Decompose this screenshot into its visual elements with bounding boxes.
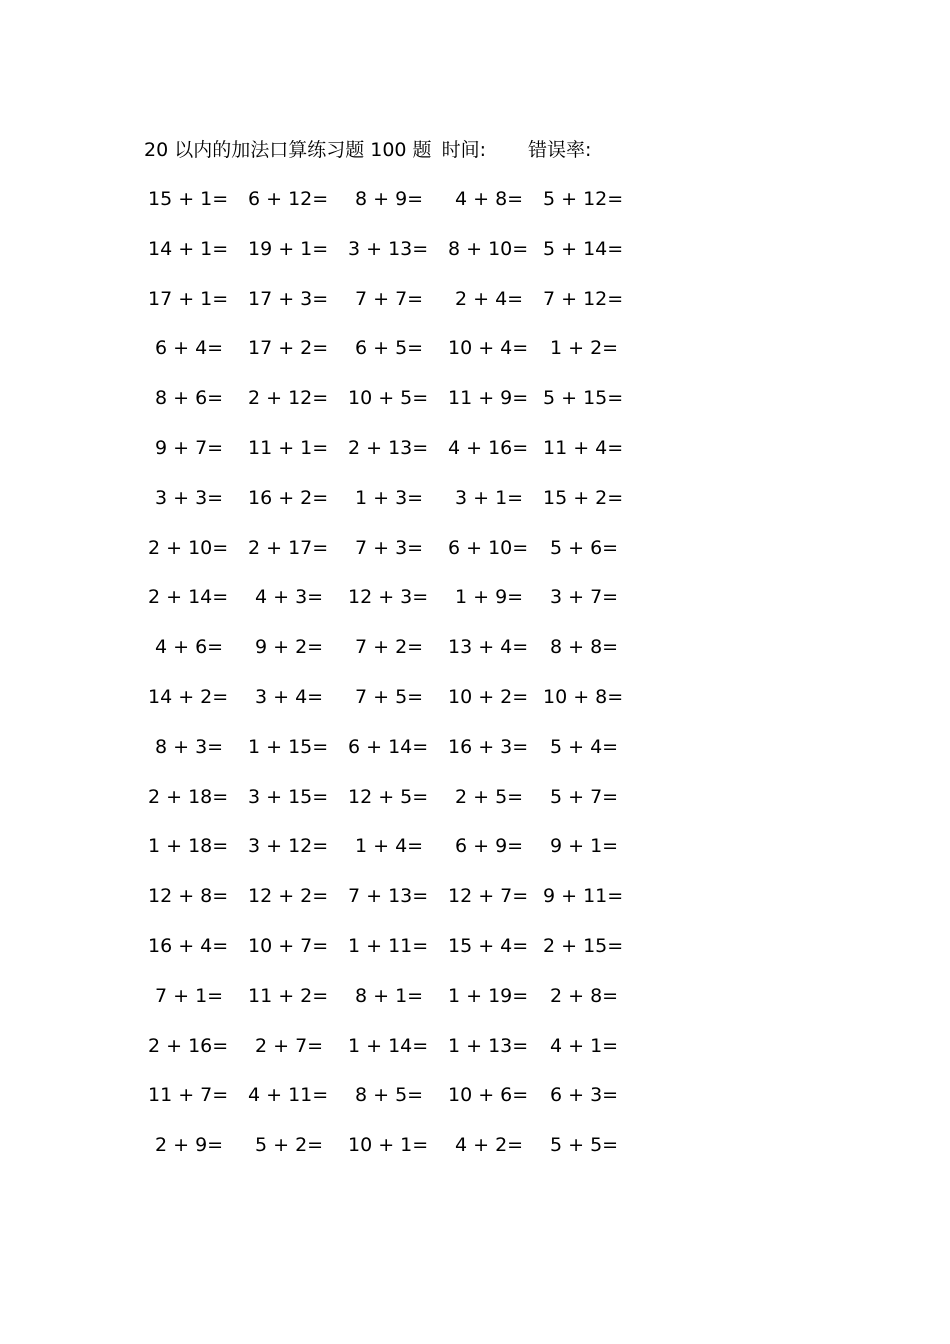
problem-item: 11 + 7= — [148, 1084, 229, 1107]
problem-item: 10 + 8= — [543, 685, 624, 708]
problem-item: 2 + 13= — [348, 436, 429, 459]
problem-item: 3 + 3= — [155, 486, 224, 509]
problem-item: 13 + 4= — [448, 636, 529, 659]
problem-item: 7 + 2= — [355, 636, 424, 659]
problem-item: 6 + 9= — [455, 835, 524, 858]
problem-item: 2 + 10= — [148, 536, 229, 559]
problem-item: 2 + 16= — [148, 1034, 229, 1057]
problem-item: 1 + 3= — [355, 486, 424, 509]
problem-item: 5 + 5= — [550, 1134, 619, 1157]
problem-row — [148, 932, 668, 982]
problem-item: 4 + 3= — [255, 586, 324, 609]
problem-item: 5 + 2= — [255, 1134, 324, 1157]
problem-item: 6 + 3= — [550, 1084, 619, 1107]
problem-item: 1 + 14= — [348, 1034, 429, 1057]
problem-item: 7 + 13= — [348, 885, 429, 908]
problem-item: 8 + 3= — [155, 735, 224, 758]
problem-item: 2 + 14= — [148, 586, 229, 609]
problem-item: 9 + 2= — [255, 636, 324, 659]
problem-item: 2 + 18= — [148, 785, 229, 808]
problem-item: 8 + 10= — [448, 237, 529, 260]
problem-item: 2 + 5= — [455, 785, 524, 808]
problem-item: 5 + 14= — [543, 237, 624, 260]
problem-item: 2 + 15= — [543, 934, 624, 957]
problem-item: 12 + 2= — [248, 885, 329, 908]
problem-item: 11 + 1= — [248, 436, 329, 459]
problem-item: 8 + 9= — [355, 188, 424, 210]
problem-item: 12 + 3= — [348, 586, 429, 609]
problem-item: 7 + 1= — [155, 984, 224, 1007]
problem-row — [148, 783, 668, 833]
problem-item: 10 + 7= — [248, 934, 329, 957]
problem-item: 11 + 9= — [448, 387, 529, 410]
problem-item: 17 + 3= — [248, 287, 329, 310]
problem-row — [148, 683, 668, 733]
problem-item: 15 + 1= — [148, 188, 229, 210]
problem-item: 7 + 5= — [355, 685, 424, 708]
problem-item: 12 + 8= — [148, 885, 229, 908]
problem-item: 2 + 9= — [155, 1134, 224, 1157]
problem-item: 3 + 1= — [455, 486, 524, 509]
problem-item: 12 + 7= — [448, 885, 529, 908]
problem-item: 1 + 15= — [248, 735, 329, 758]
problem-item: 14 + 2= — [148, 685, 229, 708]
worksheet-header — [144, 136, 591, 164]
problem-row — [148, 484, 668, 534]
problem-item: 3 + 4= — [255, 685, 324, 708]
problem-item: 5 + 7= — [550, 785, 619, 808]
problem-row — [148, 534, 668, 584]
problem-item: 1 + 13= — [448, 1034, 529, 1057]
problem-item: 6 + 14= — [348, 735, 429, 758]
problem-row — [148, 434, 668, 484]
problem-row — [148, 235, 668, 285]
problem-item: 16 + 4= — [148, 934, 229, 957]
problem-item: 10 + 6= — [448, 1084, 529, 1107]
problem-item: 1 + 11= — [348, 934, 429, 957]
time-label: 时间: — [441, 139, 486, 161]
problem-item: 1 + 19= — [448, 984, 529, 1007]
problem-item: 5 + 15= — [543, 387, 624, 410]
problem-item: 10 + 2= — [448, 685, 529, 708]
problem-row — [148, 583, 668, 633]
problem-item: 8 + 8= — [550, 636, 619, 659]
problem-item: 6 + 12= — [248, 188, 329, 210]
problem-row — [148, 384, 668, 434]
problem-item: 6 + 10= — [448, 536, 529, 559]
error-rate-label: 错误率: — [527, 139, 592, 161]
problem-item: 1 + 9= — [455, 586, 524, 609]
problem-item: 2 + 4= — [455, 287, 524, 310]
problem-item: 10 + 5= — [348, 387, 429, 410]
problem-item: 1 + 4= — [355, 835, 424, 858]
problem-item: 4 + 16= — [448, 436, 529, 459]
problem-item: 15 + 4= — [448, 934, 529, 957]
problem-row — [148, 733, 668, 783]
problem-item: 6 + 4= — [155, 337, 224, 360]
problem-item: 19 + 1= — [248, 237, 329, 260]
problem-item: 5 + 12= — [543, 188, 624, 210]
problem-item: 4 + 8= — [455, 188, 524, 210]
problem-item: 3 + 12= — [248, 835, 329, 858]
problem-row — [148, 832, 668, 882]
problem-item: 2 + 12= — [248, 387, 329, 410]
problem-item: 2 + 17= — [248, 536, 329, 559]
problem-grid — [148, 185, 668, 1181]
problem-item: 17 + 1= — [148, 287, 229, 310]
problem-row — [148, 982, 668, 1032]
problem-item: 4 + 6= — [155, 636, 224, 659]
problem-row — [148, 1131, 668, 1181]
problem-item: 3 + 7= — [550, 586, 619, 609]
problem-item: 10 + 4= — [448, 337, 529, 360]
problem-item: 9 + 7= — [155, 436, 224, 459]
problem-item: 17 + 2= — [248, 337, 329, 360]
problem-item: 14 + 1= — [148, 237, 229, 260]
worksheet-title: 20 以内的加法口算练习题 100 题 — [144, 139, 432, 161]
problem-item: 3 + 13= — [348, 237, 429, 260]
problem-item: 1 + 18= — [148, 835, 229, 858]
problem-item: 3 + 15= — [248, 785, 329, 808]
problem-item: 4 + 11= — [248, 1084, 329, 1107]
problem-item: 6 + 5= — [355, 337, 424, 360]
problem-item: 10 + 1= — [348, 1134, 429, 1157]
problem-item: 16 + 2= — [248, 486, 329, 509]
problem-item: 5 + 6= — [550, 536, 619, 559]
problem-item: 9 + 11= — [543, 885, 624, 908]
problem-item: 9 + 1= — [550, 835, 619, 858]
problem-row — [148, 185, 668, 235]
problem-item: 7 + 12= — [543, 287, 624, 310]
problem-item: 2 + 7= — [255, 1034, 324, 1057]
problem-item: 16 + 3= — [448, 735, 529, 758]
problem-item: 11 + 4= — [543, 436, 624, 459]
problem-item: 5 + 4= — [550, 735, 619, 758]
problem-item: 12 + 5= — [348, 785, 429, 808]
problem-item: 8 + 5= — [355, 1084, 424, 1107]
problem-row — [148, 882, 668, 932]
problem-item: 1 + 2= — [550, 337, 619, 360]
problem-item: 4 + 1= — [550, 1034, 619, 1057]
problem-row — [148, 633, 668, 683]
problem-item: 15 + 2= — [543, 486, 624, 509]
problem-item: 7 + 7= — [355, 287, 424, 310]
problem-item: 2 + 8= — [550, 984, 619, 1007]
problem-row — [148, 1081, 668, 1131]
problem-row — [148, 285, 668, 335]
problem-item: 7 + 3= — [355, 536, 424, 559]
problem-row — [148, 1032, 668, 1082]
problem-row — [148, 334, 668, 384]
problem-item: 8 + 6= — [155, 387, 224, 410]
problem-item: 8 + 1= — [355, 984, 424, 1007]
problem-item: 4 + 2= — [455, 1134, 524, 1157]
problem-item: 11 + 2= — [248, 984, 329, 1007]
